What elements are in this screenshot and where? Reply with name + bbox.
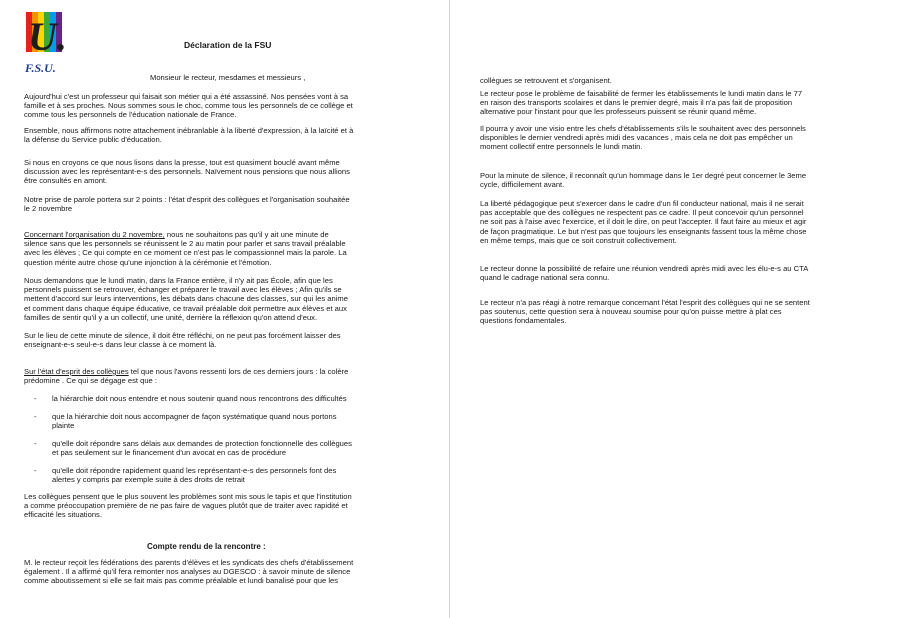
paragraph-10: M. le recteur reçoit les fédérations des parents d'élèves et les syndicats des chefs d'établissement également . Il a affirmé qu'il fera remonter nos analyses au DGESCO : à savoir minute de silence comme aboutissement si elle se fait mais pas comme préalable et lundi banalisé pour que les — [24, 558, 354, 586]
right-page — [450, 0, 898, 618]
paragraph-2: Ensemble, nous affirmons notre attachement inébranlable à la liberté d'expression, à la laïcité et à la défense du Service public d'éducation. — [24, 126, 354, 145]
right-paragraph-3: Il pourra y avoir une visio entre les chefs d'établissements s'ils le souhaitent avec des personnels disponibles le dernier vendredi après midi des vacances , mais cela ne doit pas empêcher un moment collectif entre personnels le lundi matin. — [480, 124, 806, 152]
paragraph-9: Les collègues pensent que le plus souvent les problèmes sont mis sous le tapis et que l'institution a comme préoccupation première de ne pas faire de vagues plutôt que de traiter avec rapidité et efficacité les situations. — [24, 492, 352, 520]
logo-org-name: F.S.U. — [25, 61, 56, 75]
salutation: Monsieur le recteur, mesdames et messieurs , — [150, 73, 306, 82]
right-paragraph-1: collègues se retrouvent et s'organisent. — [480, 76, 612, 85]
paragraph-6: Nous demandons que le lundi matin, dans la France entière, il n'y ait pas École, afin que les personnels puissent se retrouver, échanger et préparer le travail avec les élèves ; Afin qu'ils se mettent d'accord sur leurs interventions, les débats dans chacune des classes, sur qui les anime et comment dans chaque équipe éducative, ce travail préalable doit permettre aux élèves et aux familles de sentir qu'il y a un collectif, une unité, derrière la réflexion qu'on attend d'eux. — [24, 276, 348, 322]
paragraph-3: Si nous en croyons ce que nous lisons dans la presse, tout est quasiment bouclé avant même discussion avec les représentant-e-s des personnels. Naïvement nous pensions que nous allions être consultés en amont. — [24, 158, 350, 186]
document-title: Déclaration de la FSU — [184, 40, 272, 50]
fsu-logo — [24, 10, 72, 76]
right-paragraph-6: Le recteur donne la possibilité de refaire une réunion vendredi après midi avec les élu-e-s au CTA quand le cadrage national sera connu. — [480, 264, 809, 283]
paragraph-organisation: Concernant l'organisation du 2 novembre, nous ne souhaitons pas qu'il y ait une minute de silence sans que les personnels se réunissent le 2 au matin pour parler et sans travail préalable avec les élèves ; Ce qui compte en ce moment ce n'est pas le compassionnel mais la parole. La question mérite autre chose qu'une injonction à la cérémonie et l'émotion. — [24, 230, 347, 267]
right-paragraph-7: Le recteur n'a pas réagi à notre remarque concernant l'état l'esprit des collègues qui ne se sentent pas soutenus, cette question sera à nouveau soumise pour qu'on puisse mettre à plat ces questions fondamentales. — [480, 298, 810, 326]
paragraph-1: Aujourd'hui c'est un professeur qui faisait son métier qui a été assassiné. Nos pensées vont à sa famille et à ses proches. Nous sommes sous le choc, comme tous les personnels de ce collège et comme tous les personnels de l'éducation nationale de France. — [24, 92, 353, 120]
right-paragraph-2: Le recteur pose le problème de faisabilité de fermer les établissements le lundi matin dans le 77 en raison des transports scolaires et dans le premier degré, mais il n'a pas fait de proposition alternative pour l'instant pour que les professeurs puissent se réunir quand même. — [480, 89, 803, 117]
section-title-compte-rendu: Compte rendu de la rencontre : — [147, 542, 266, 551]
paragraph-7: Sur le lieu de cette minute de silence, il doit être réfléchi, on ne peut pas forcément laisser des enseignant-e-s seul-e-s dans leur classe à ce moment là. — [24, 331, 341, 350]
paragraph-4: Notre prise de parole portera sur 2 points : l'état d'esprit des collègues et l'organisation souhaitée le 2 novembre — [24, 195, 350, 214]
organisation-heading: Concernant l'organisation du 2 novembre, — [24, 230, 165, 239]
paragraph-esprit: Sur l'état d'esprit des collègues tel que nous l'avons ressenti lors de ces derniers jours : la colère prédomine . Ce qui se dégage est que : — [24, 367, 349, 386]
left-page: U. F.S.U. Déclaration de la FSU Monsieur le recteur, mesdames et messieurs , Aujourd'hui c'est un professeur qui faisait son métier qui a été assassiné. Nos pensées vont à sa famille et à ses proches. Nous sommes sous le choc, comme tous les personnels de ce collège et comme tous les personnels de l'éducation nationale de France. Ensemble, nous affirmons notre attachement inébranlable à la liberté d'expression, à la laïcité et à la défense du Service public d'éducation. Si nous en croyons ce que nous lisons dans la presse, tout est quasiment bouclé avant même discussion avec les représentant-e-s des personnels. Naïvement nous pensions que nous allions être consultés en amont. Notre prise de parole portera sur 2 points : l'état d'esprit des collègues et l'organisation souhaitée le 2 novembre Concernant l'organisation du 2 novembre, nous ne souhaitons pas qu'il y ait une minute de silence sans que les personnels se réunissent le 2 au matin pour parler et sans travail préalable avec les élèves ; Ce qui compte en ce moment ce n'est pas le compassionnel mais la parole. La question mérite autre chose qu'une injonction à la cérémonie et l'émotion. Nous demandons que le lundi matin, dans la France entière, il n'y ait pas École, afin que les personnels puissent se retrouver, échanger et préparer le travail avec les élèves ; Afin qu'ils se mettent d'accord sur leurs interventions, les débats dans chacune des classes, sur qui les anime et comment dans chaque équipe éducative, ce travail préalable doit permettre aux élèves et aux familles de sentir qu'il y a un collectif, une unité, derrière la réflexion qu'on attend d'eux. Sur le lieu de cette minute de silence, il doit être réfléchi, on ne peut pas forcément laisser des enseignant-e-s seul-e-s dans leur classe à ce moment là. Sur l'état d'esprit des collègues tel que nous l'avons ressenti lors de ces derniers jours : la colère prédomine . Ce qui se dégage est que : - la hiérarchie doit nous entendre et nous soutenir quand nous rencontrons des difficultés - que la hiérarchie doit nous accompagner de façon systématique quand nous portons plainte - qu'elle doit répondre sans délais aux demandes de protection fonctionnelle des collègues et pas seulement sur le financement d'un avocat en cas de procédure - qu'elle doit répondre rapidement quand les représentant-e-s des personnels font des alertes y compris par exemple suite à des droits de retrait Les collègues pensent que le plus souvent les problèmes sont mis sous le tapis et que l'institution a comme préoccupation première de ne pas faire de vagues plutôt que de traiter avec rapidité et efficacité les situations. Compte rendu de la rencontre : M. le recteur reçoit les fédérations des parents d'élèves et les syndicats des chefs d'établissement également . Il a affirmé qu'il fera remonter nos analyses au DGESCO : à savoir minute de silence comme aboutissement si elle se fait mais pas comme préalable et lundi banalisé pour que les — [0, 0, 449, 618]
right-paragraph-4: Pour la minute de silence, il reconnaît qu'un hommage dans le 1er degré peut concerner le 3eme cycle, difficilement avant. — [480, 171, 807, 190]
esprit-heading: Sur l'état d'esprit des collègues — [24, 367, 129, 376]
right-paragraph-5: La liberté pédagogique peut s'exercer dans le cadre d'un fil conducteur national, mais il ne serait pas acceptable que des collègues ne respectent pas ce cadre. Il peut concevoir qu'un personnel ne soit pas à l'aise avec l'exercice, et il doit le dire, on peut l'accepter. Il faut faire au mieux et agir de façon pragmatique. Le but n'est pas que toujours les enseignants fassent tous la même chose en même temps, mais que ce soit construit collectivement. — [480, 199, 807, 245]
logo-letter: U. — [28, 14, 67, 59]
